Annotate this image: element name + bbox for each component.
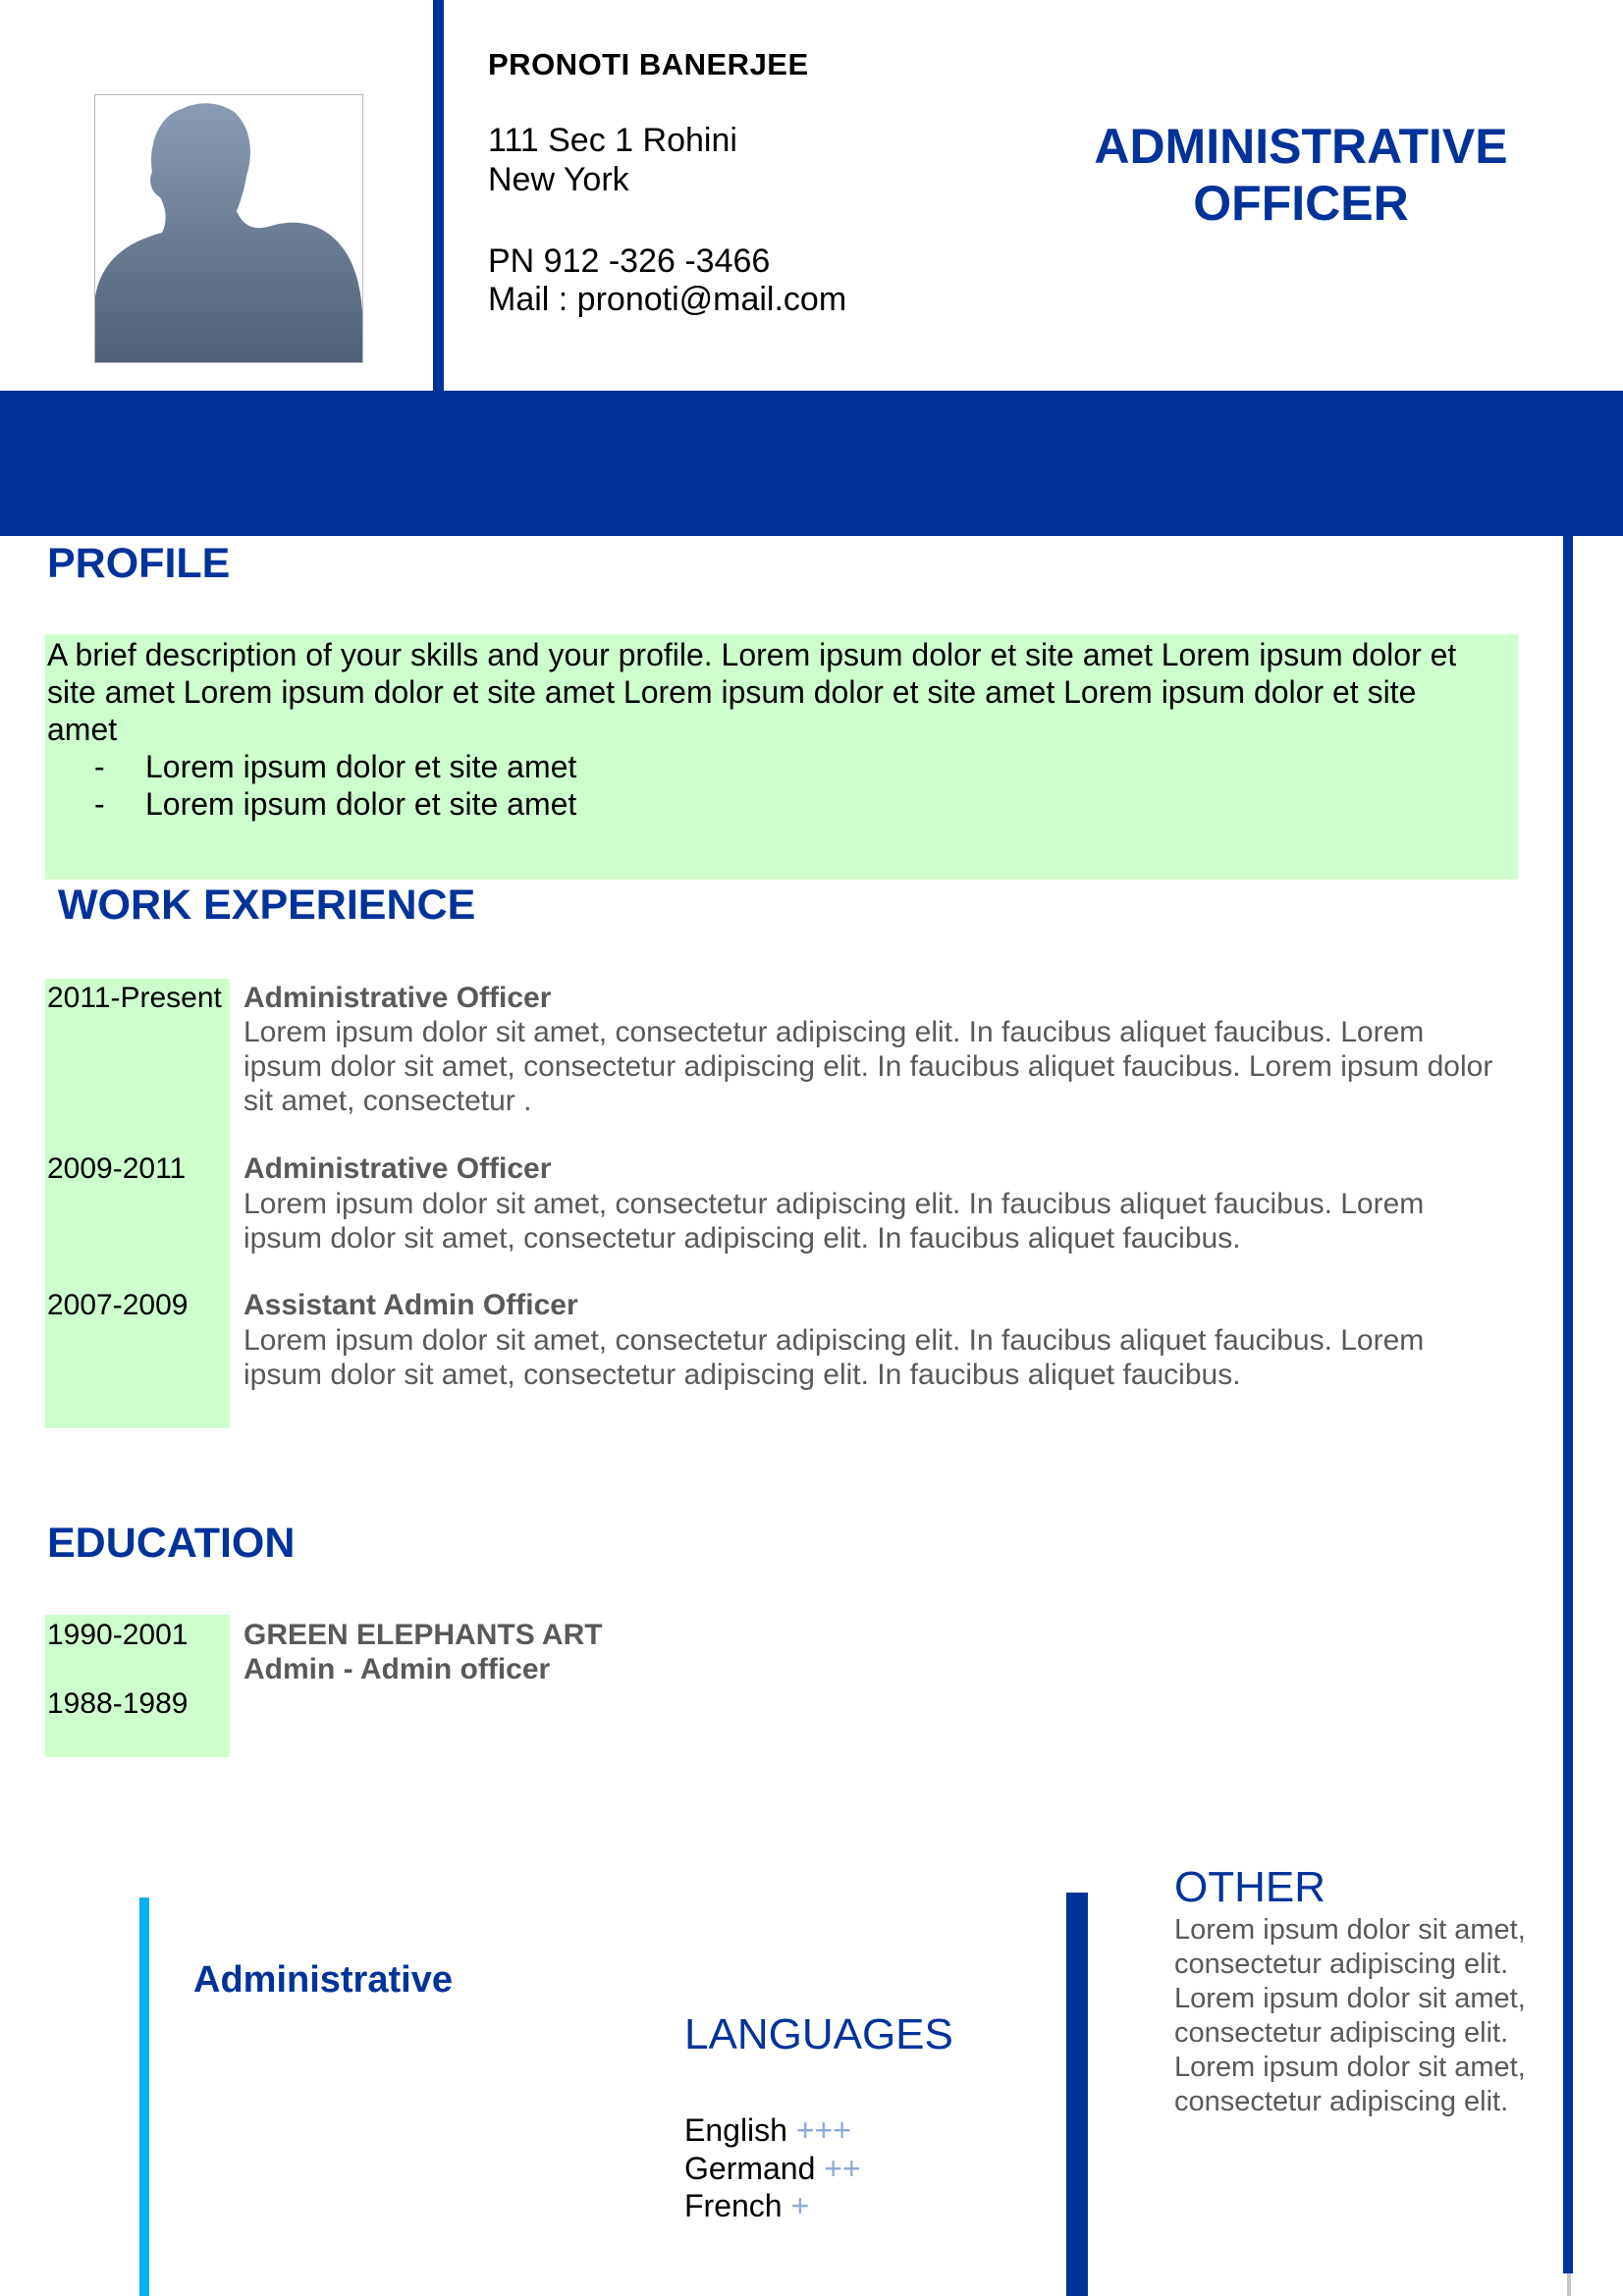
job-date: 2007-2009 <box>47 1289 189 1321</box>
profile-description <box>47 636 1520 823</box>
right-divider-end <box>1567 2273 1571 2296</box>
job-date: 2011-Present <box>47 982 222 1014</box>
other-heading: OTHER <box>1174 1863 1325 1911</box>
language-level: + <box>790 2188 810 2223</box>
profile-heading: PROFILE <box>47 540 231 587</box>
address-line-2: New York <box>488 161 629 198</box>
email-address: Mail : pronoti@mail.com <box>488 281 847 318</box>
profile-line-3: amet <box>47 712 118 747</box>
language-name: French <box>684 2188 783 2223</box>
education-date: 1990-2001 <box>47 1619 189 1651</box>
language-name: English <box>684 2112 787 2148</box>
language-item <box>684 2188 809 2224</box>
skills-accent-line <box>139 1897 149 2296</box>
address-line-1: 111 Sec 1 Rohini <box>488 122 737 159</box>
skills-heading: Administrative <box>193 1959 453 2001</box>
job-role: Administrative Officer <box>243 982 552 1014</box>
header-divider-line <box>433 0 444 391</box>
language-item <box>684 2112 851 2149</box>
language-item <box>684 2151 861 2187</box>
other-description: Lorem ipsum dolor sit amet, consectetur adipiscing elit. Lorem ipsum dolor sit amet, consectetur adipiscing elit. Lorem ipsum dolor sit amet, consectetur adipiscing elit. <box>1174 1914 1526 2117</box>
language-name: Germand <box>684 2151 816 2186</box>
education-date: 1988-1989 <box>47 1687 189 1720</box>
work-date-column <box>45 979 230 1428</box>
profile-photo <box>94 94 363 363</box>
languages-heading: LANGUAGES <box>684 2010 953 2058</box>
language-level: ++ <box>824 2151 861 2186</box>
other-divider-line <box>1066 1893 1088 2296</box>
job-description: Lorem ipsum dolor sit amet, consectetur adipiscing elit. In faucibus aliquet faucibus. Lorem ipsum dolor sit amet, consectetur adipiscing elit. In faucibus aliquet faucibus. <box>243 1324 1425 1391</box>
education-heading: EDUCATION <box>47 1520 296 1567</box>
phone-number: PN 912 -326 -3466 <box>488 242 771 280</box>
work-experience-heading: WORK EXPERIENCE <box>58 881 476 929</box>
job-description: Lorem ipsum dolor sit amet, consectetur adipiscing elit. In faucibus aliquet faucibus. Lorem ipsum dolor sit amet, consectetur adipiscing elit. In faucibus aliquet faucibus. <box>243 1188 1425 1255</box>
job-title-line-2: OFFICER <box>1193 176 1409 231</box>
candidate-name: PRONOTI BANERJEE <box>488 47 809 81</box>
education-school: GREEN ELEPHANTS ART <box>243 1619 603 1651</box>
job-role: Administrative Officer <box>243 1152 552 1185</box>
profile-bullet: - Lorem ipsum dolor et site amet <box>94 749 577 784</box>
profile-bullet: - Lorem ipsum dolor et site amet <box>94 786 577 822</box>
education-degree: Admin - Admin officer <box>243 1653 551 1685</box>
job-title <box>1060 118 1542 232</box>
person-silhouette-icon <box>95 95 362 362</box>
header-band <box>0 391 1623 536</box>
job-role: Assistant Admin Officer <box>243 1289 578 1321</box>
job-date: 2009-2011 <box>47 1152 187 1185</box>
job-title-line-1: ADMINISTRATIVE <box>1094 119 1508 174</box>
language-level: +++ <box>795 2112 851 2148</box>
profile-line-2: site amet Lorem ipsum dolor et site amet Lorem ipsum dolor et site amet Lorem ipsum dolor et site <box>47 674 1417 710</box>
job-description: Lorem ipsum dolor sit amet, consectetur adipiscing elit. In faucibus aliquet faucibus. Lorem ipsum dolor sit amet, consectetur adipiscing elit. In faucibus aliquet faucibus. Lorem ipsum dolor sit amet, consectetur . <box>243 1016 1493 1117</box>
profile-line-1: A brief description of your skills and your profile. Lorem ipsum dolor et site amet Lorem ipsum dolor et <box>47 637 1457 672</box>
